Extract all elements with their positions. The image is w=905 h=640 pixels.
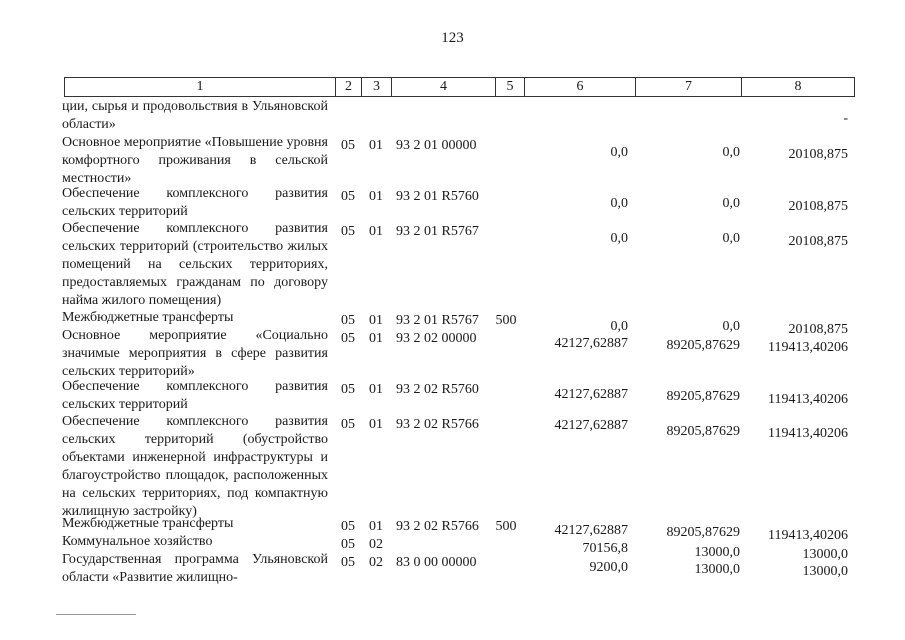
row-col-4: 83 0 00 00000 [396, 555, 477, 570]
row-col-8: 13000,0 [802, 564, 848, 579]
row-col-4: 93 2 02 00000 [396, 331, 477, 346]
page-edge-line [56, 614, 136, 615]
header-col-1: 1 [64, 77, 336, 97]
row-col-8: 20108,875 [788, 234, 848, 249]
row-col-3: 02 [369, 555, 383, 570]
header-col-5: 5 [495, 77, 525, 97]
row-col-6: 9200,0 [589, 560, 628, 575]
row-name: Государственная программа Ульяновской области «Развитие жилищно- [62, 552, 328, 585]
row-col-7: 13000,0 [694, 562, 740, 577]
row-col-2: 05 [341, 138, 355, 153]
row-col-7: 0,0 [722, 196, 740, 211]
row-name: Коммунальное хозяйство [62, 534, 213, 549]
row-col-5: 500 [495, 519, 517, 534]
header-col-4: 4 [391, 77, 496, 97]
row-col-4: 93 2 02 R5766 [396, 417, 479, 432]
page-number: 123 [441, 30, 464, 46]
row-col-8: 119413,40206 [768, 426, 848, 441]
header-col-7: 7 [635, 77, 742, 97]
row-col-6: 0,0 [610, 145, 628, 160]
row-name: Обеспечение комплексного развития сельских территорий [62, 379, 328, 412]
row-name: ции, сырья и продовольствия в Ульяновской области» [62, 99, 328, 132]
row-name: Межбюджетные трансферты [62, 310, 234, 325]
row-col-3: 01 [369, 224, 383, 239]
row-col-6: 0,0 [610, 231, 628, 246]
row-col-6: 70156,8 [582, 541, 628, 556]
row-name: Обеспечение комплексного развития сельских территорий (строительство жилых помещений на сельских территориях, предоставляемых гражданам по договору найма жилого помещения) [62, 221, 328, 308]
row-col-2: 05 [341, 313, 355, 328]
row-col-3: 01 [369, 417, 383, 432]
row-col-2: 05 [341, 417, 355, 432]
row-col-7: 89205,87629 [666, 338, 740, 353]
row-col-3: 01 [369, 313, 383, 328]
row-col-8: 13000,0 [802, 547, 848, 562]
row-col-2: 05 [341, 189, 355, 204]
row-col-8: 119413,40206 [768, 340, 848, 355]
row-col-5: 500 [495, 313, 517, 328]
row-col-6: 42127,62887 [554, 523, 628, 538]
row-col-8: 20108,875 [788, 147, 848, 162]
row-col-3: 01 [369, 138, 383, 153]
row-col-2: 05 [341, 537, 355, 552]
row-col-8: 119413,40206 [768, 392, 848, 407]
row-col-7: 0,0 [722, 145, 740, 160]
row-col-7: 0,0 [722, 319, 740, 334]
row-col-2: 05 [341, 224, 355, 239]
header-col-6: 6 [524, 77, 636, 97]
row-name: Основное мероприятие «Повышение уровня комфортного проживания в сельской местности» [62, 135, 328, 186]
row-col-2: 05 [341, 519, 355, 534]
row-col-7: 0,0 [722, 231, 740, 246]
row-col-4: 93 2 02 R5760 [396, 382, 479, 397]
row-col-2: 05 [341, 382, 355, 397]
row-col-6: 42127,62887 [554, 418, 628, 433]
row-col-6: 42127,62887 [554, 387, 628, 402]
row-name: Обеспечение комплексного развития сельских территорий [62, 186, 328, 219]
row-col-7: 89205,87629 [666, 525, 740, 540]
row-col-7: 89205,87629 [666, 389, 740, 404]
row-col-8: - [843, 111, 848, 126]
row-col-4: 93 2 01 00000 [396, 138, 477, 153]
row-col-4: 93 2 01 R5767 [396, 224, 479, 239]
row-col-2: 05 [341, 331, 355, 346]
row-col-3: 01 [369, 382, 383, 397]
row-col-4: 93 2 01 R5767 [396, 313, 479, 328]
row-col-7: 13000,0 [694, 545, 740, 560]
row-col-7: 89205,87629 [666, 424, 740, 439]
row-name: Обеспечение комплексного развития сельских территорий (обустройство объектами инженерной инфраструктуры и благоустройство площадок, расположенных на сельских территориях, под компактную жилищную застройку) [62, 414, 328, 519]
row-col-3: 02 [369, 537, 383, 552]
row-col-2: 05 [341, 555, 355, 570]
row-col-4: 93 2 01 R5760 [396, 189, 479, 204]
row-col-8: 119413,40206 [768, 528, 848, 543]
row-col-8: 20108,875 [788, 199, 848, 214]
header-col-2: 2 [335, 77, 362, 97]
row-name: Основное мероприятие «Социально значимые мероприятия в сфере развития сельских территорий» [62, 328, 328, 379]
header-col-8: 8 [741, 77, 855, 97]
row-col-6: 0,0 [610, 196, 628, 211]
row-col-3: 01 [369, 331, 383, 346]
header-col-3: 3 [361, 77, 392, 97]
row-col-4: 93 2 02 R5766 [396, 519, 479, 534]
row-col-3: 01 [369, 519, 383, 534]
row-name: Межбюджетные трансферты [62, 516, 234, 531]
row-col-6: 42127,62887 [554, 336, 628, 351]
row-col-6: 0,0 [610, 319, 628, 334]
row-col-3: 01 [369, 189, 383, 204]
row-col-8: 20108,875 [788, 322, 848, 337]
